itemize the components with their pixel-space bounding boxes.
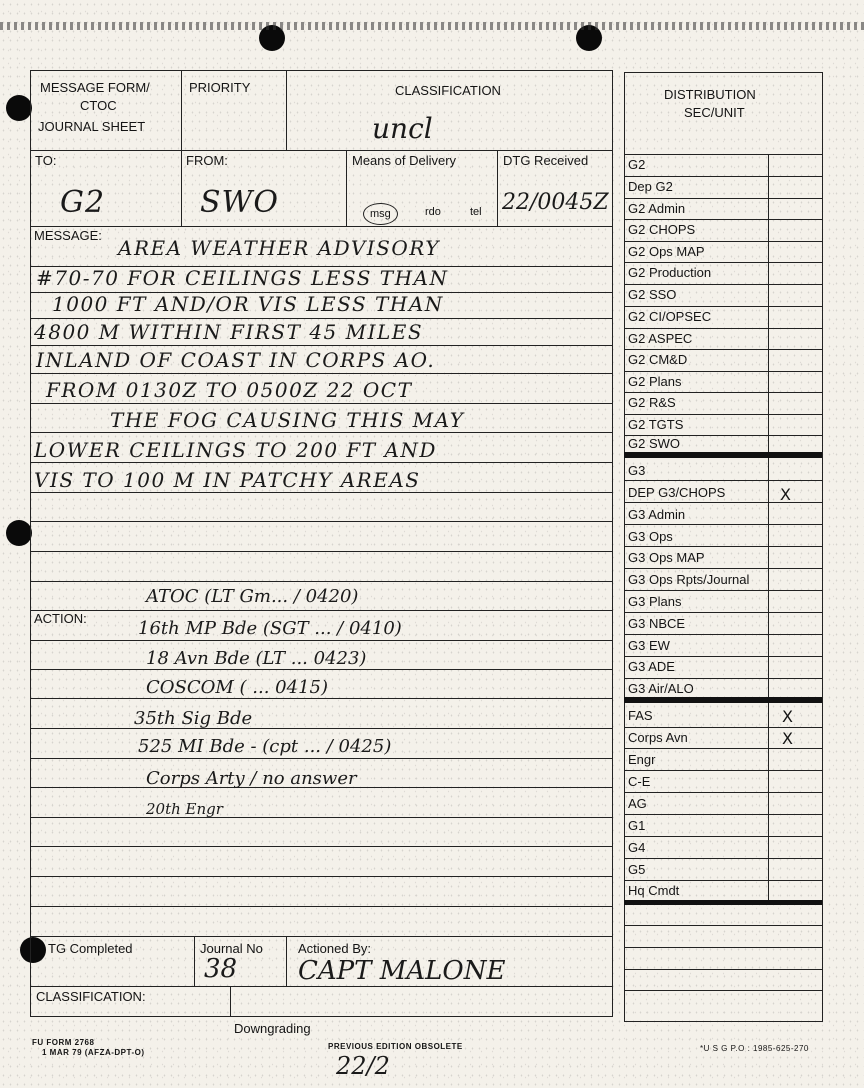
dist-item-g2-sso: G2 SSO — [628, 287, 677, 302]
form-title-line2: CTOC — [80, 98, 117, 113]
dist-item-g3-plans: G3 Plans — [628, 594, 682, 609]
dist-item-dep-g3-chops: DEP G3/CHOPS — [628, 485, 726, 500]
dist-item-engr: Engr — [628, 752, 656, 767]
journal-no-value: 38 — [204, 954, 238, 984]
dist-item-fas: FAS — [628, 708, 653, 723]
from-value: SWO — [200, 185, 279, 220]
previous-edition-note: PREVIOUS EDITION OBSOLETE — [328, 1042, 463, 1051]
form-title-line1: MESSAGE FORM/ — [40, 80, 150, 95]
top-edge-band — [0, 22, 864, 30]
check-mark-dep-g3-chops: X — [780, 485, 791, 504]
punch-hole-left-bottom — [20, 937, 46, 963]
dist-item-g2-chops: G2 CHOPS — [628, 222, 696, 237]
dist-item-g5: G5 — [628, 862, 646, 877]
punch-hole-left-top — [6, 95, 32, 121]
dist-item-hq-cmdt: Hq Cmdt — [628, 883, 680, 898]
to-value: G2 — [60, 185, 106, 220]
classification-value: uncl — [372, 112, 433, 145]
dist-item-g1: G1 — [628, 818, 646, 833]
form-date: 1 MAR 79 (AFZA-DPT-O) — [42, 1048, 145, 1057]
gpo-imprint: *U S G P.O : 1985-625-270 — [700, 1044, 809, 1053]
dist-item-g2-ops-map: G2 Ops MAP — [628, 244, 705, 259]
dtg-received-value: 22/0045Z — [502, 190, 609, 215]
dist-item-g3: G3 — [628, 463, 646, 478]
message-line: 4800 M WITHIN FIRST 45 MILES — [34, 320, 424, 344]
message-line: 1000 FT AND/OR VIS LESS THAN — [52, 292, 444, 316]
dist-item-g4: G4 — [628, 840, 646, 855]
message-line: AREA WEATHER ADVISORY — [118, 236, 440, 260]
dist-item-g2-production: G2 Production — [628, 265, 712, 280]
dist-item-g3-nbce: G3 NBCE — [628, 616, 686, 631]
message-line: LOWER CEILINGS TO 200 FT AND — [34, 438, 437, 462]
distribution-subheader: SEC/UNIT — [684, 105, 745, 120]
dist-item-dep-g2: Dep G2 — [628, 179, 673, 194]
means-tel-option[interactable]: tel — [470, 206, 482, 218]
journal-no-label: Journal No — [200, 941, 263, 956]
means-of-delivery-label: Means of Delivery — [352, 153, 457, 168]
dist-item-g2-tgts: G2 TGTS — [628, 417, 684, 432]
dist-item-g2-rs: G2 R&S — [628, 395, 676, 410]
distribution-header: DISTRIBUTION — [664, 87, 756, 102]
message-line: INLAND OF COAST IN CORPS AO. — [36, 348, 436, 372]
dist-item-c-e: C-E — [628, 774, 651, 789]
dist-item-g2-swo: G2 SWO — [628, 436, 681, 451]
dist-item-g3-ops-rpts-journal: G3 Ops Rpts/Journal — [628, 572, 750, 587]
dist-item-g2-ci-opsec: G2 CI/OPSEC — [628, 309, 712, 324]
action-line: COSCOM ( ... 0415) — [146, 677, 329, 698]
dtg-completed-label: TG Completed — [48, 941, 133, 956]
message-line: FROM 0130Z TO 0500Z 22 OCT — [46, 378, 413, 402]
means-rdo-option[interactable]: rdo — [425, 206, 441, 218]
check-mark-corps-avn: X — [782, 729, 793, 748]
punch-hole-left-middle — [6, 520, 32, 546]
dist-item-g3-ew: G3 EW — [628, 638, 670, 653]
from-label: FROM: — [186, 153, 228, 168]
actioned-by-label: Actioned By: — [298, 941, 371, 956]
action-line: ATOC (LT Gm... / 0420) — [146, 586, 359, 607]
dist-item-g2-cmd: G2 CM&D — [628, 352, 688, 367]
action-line: 525 MI Bde - (cpt ... / 0425) — [138, 736, 392, 757]
dtg-received-label: DTG Received — [503, 153, 589, 168]
dist-item-g2-plans: G2 Plans — [628, 374, 682, 389]
action-label: ACTION: — [34, 611, 87, 626]
page-number: 22/2 — [336, 1052, 390, 1080]
action-line: 16th MP Bde (SGT ... / 0410) — [138, 618, 402, 639]
dist-item-g3-air-alo: G3 Air/ALO — [628, 681, 694, 696]
check-mark-fas: X — [782, 707, 793, 726]
action-line: 35th Sig Bde — [134, 708, 253, 729]
to-label: TO: — [35, 153, 57, 168]
dist-item-g3-ops-map: G3 Ops MAP — [628, 550, 705, 565]
dist-item-g3-ops: G3 Ops — [628, 529, 673, 544]
dist-item-g2-admin: G2 Admin — [628, 201, 686, 216]
priority-label: PRIORITY — [189, 80, 251, 95]
dist-item-ag: AG — [628, 796, 647, 811]
dist-item-g3-ade: G3 ADE — [628, 659, 675, 674]
classification-label: CLASSIFICATION — [395, 83, 501, 98]
classification-bottom-label: CLASSIFICATION: — [36, 989, 146, 1004]
action-line: Corps Arty / no answer — [146, 768, 357, 789]
message-line: #70-70 FOR CEILINGS LESS THAN — [36, 266, 449, 290]
message-line: THE FOG CAUSING THIS MAY — [110, 408, 465, 432]
message-label: MESSAGE: — [34, 228, 102, 243]
downgrading-label: Downgrading — [234, 1021, 311, 1036]
dist-item-corps-avn: Corps Avn — [628, 730, 688, 745]
form-number: FU FORM 2768 — [32, 1038, 95, 1047]
means-msg-option[interactable]: msg — [363, 203, 398, 225]
action-line: 18 Avn Bde (LT ... 0423) — [146, 648, 367, 669]
dist-item-g2-aspec: G2 ASPEC — [628, 331, 693, 346]
action-line: 20th Engr — [146, 800, 223, 818]
message-line: VIS TO 100 M IN PATCHY AREAS — [34, 468, 421, 492]
dist-item-g3-admin: G3 Admin — [628, 507, 686, 522]
form-title-line3: JOURNAL SHEET — [38, 119, 146, 134]
actioned-by-value: CAPT MALONE — [298, 956, 506, 986]
dist-item-g2: G2 — [628, 157, 646, 172]
